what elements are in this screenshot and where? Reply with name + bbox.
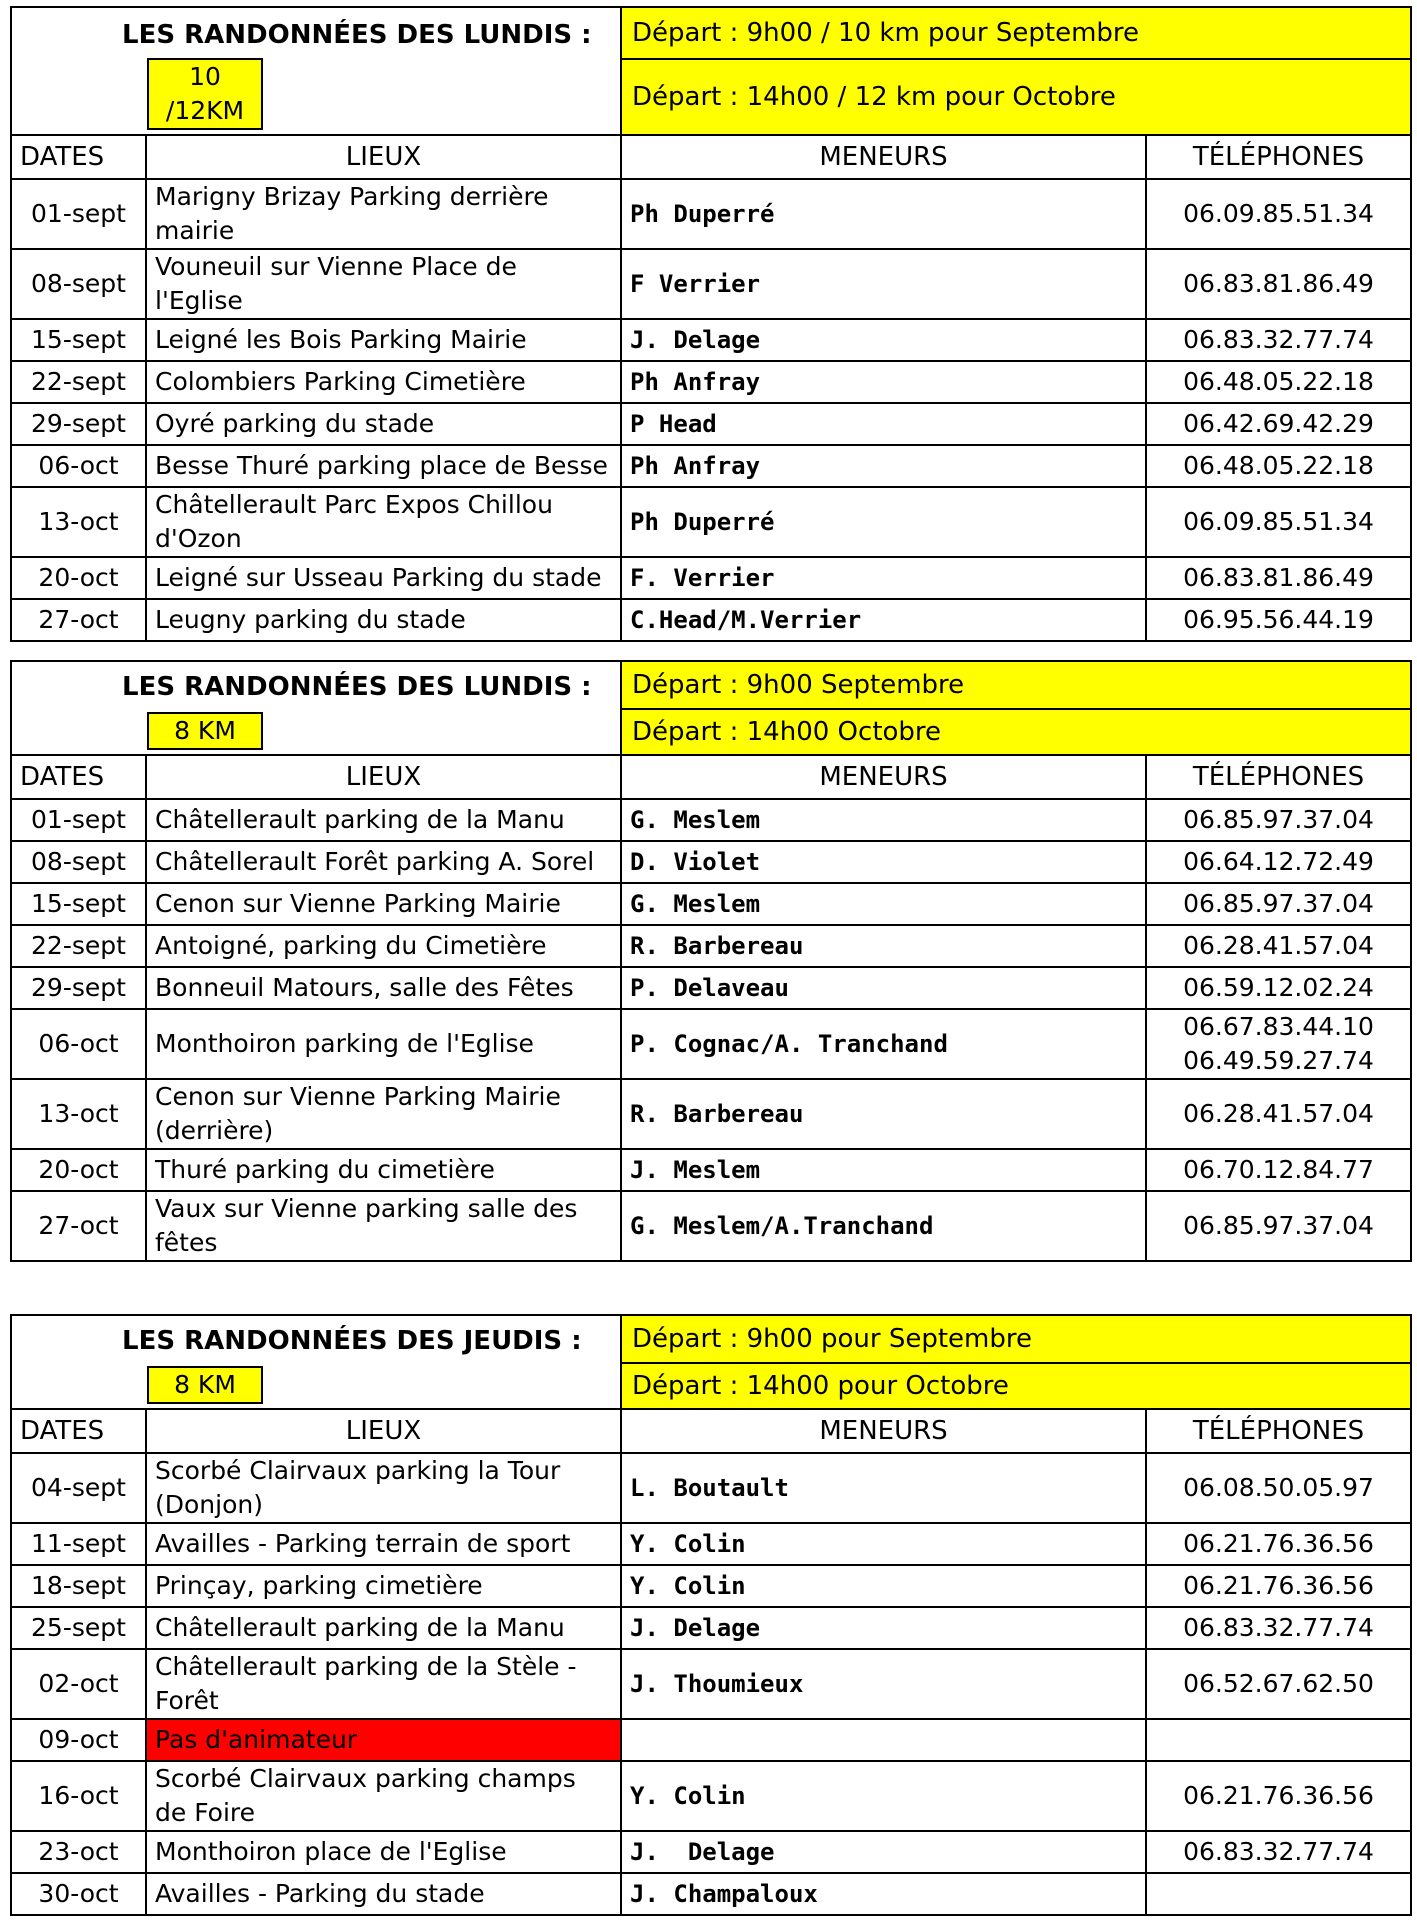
row-lieu: Marigny Brizay Parking derrière mairie xyxy=(146,179,621,249)
row-lieu: Oyré parking du stade xyxy=(146,403,621,445)
distance-badge: 8 KM xyxy=(147,712,263,750)
row-meneur: Ph Duperré xyxy=(621,487,1146,557)
row-meneur: Y. Colin xyxy=(621,1565,1146,1607)
row-date: 08-sept xyxy=(11,841,146,883)
depart-morning: Départ : 9h00 pour Septembre xyxy=(621,1315,1411,1363)
row-lieu: Monthoiron parking de l'Eglise xyxy=(146,1009,621,1079)
row-date: 06-oct xyxy=(11,445,146,487)
row-lieu: Châtellerault Forêt parking A. Sorel xyxy=(146,841,621,883)
row-telephone xyxy=(1146,1873,1411,1915)
col-header-telephones: TÉLÉPHONES xyxy=(1146,755,1411,799)
col-header-lieux: LIEUX xyxy=(146,755,621,799)
row-date: 20-oct xyxy=(11,557,146,599)
schedule-section-2 xyxy=(10,660,1410,1262)
table-row xyxy=(11,1831,1411,1873)
row-meneur xyxy=(621,1719,1146,1761)
section-title: LES RANDONNÉES DES JEUDIS : xyxy=(122,1326,582,1356)
row-meneur: J. Delage xyxy=(621,1831,1146,1873)
col-header-lieux: LIEUX xyxy=(146,1409,621,1453)
col-header-meneurs: MENEURS xyxy=(621,755,1146,799)
col-header-dates: DATES xyxy=(11,135,146,179)
row-meneur: Ph Anfray xyxy=(621,445,1146,487)
row-telephone xyxy=(1146,1009,1411,1079)
row-date: 13-oct xyxy=(11,1079,146,1149)
row-lieu: Antoigné, parking du Cimetière xyxy=(146,925,621,967)
row-telephone: 06.52.67.62.50 xyxy=(1146,1649,1411,1719)
col-header-lieux: LIEUX xyxy=(146,135,621,179)
depart-morning: Départ : 9h00 / 10 km pour Septembre xyxy=(621,7,1411,59)
row-date: 16-oct xyxy=(11,1761,146,1831)
row-date: 08-sept xyxy=(11,249,146,319)
depart-morning: Départ : 9h00 Septembre xyxy=(621,661,1411,709)
table-row xyxy=(11,925,1411,967)
row-telephone: 06.28.41.57.04 xyxy=(1146,1079,1411,1149)
row-telephone: 06.83.32.77.74 xyxy=(1146,1831,1411,1873)
row-lieu: Colombiers Parking Cimetière xyxy=(146,361,621,403)
row-meneur: J. Meslem xyxy=(621,1149,1146,1191)
table-row xyxy=(11,1607,1411,1649)
row-lieu: Leigné sur Usseau Parking du stade xyxy=(146,557,621,599)
table-row xyxy=(11,361,1411,403)
col-header-dates: DATES xyxy=(11,1409,146,1453)
row-telephone: 06.09.85.51.34 xyxy=(1146,487,1411,557)
row-lieu: Cenon sur Vienne Parking Mairie (derrière) xyxy=(146,1079,621,1149)
row-date: 20-oct xyxy=(11,1149,146,1191)
row-telephone-1: 06.67.83.44.10 xyxy=(1183,1012,1374,1041)
row-lieu-no-leader: Pas d'animateur xyxy=(146,1719,621,1761)
schedule-section-3 xyxy=(10,1314,1410,1916)
row-meneur: F. Verrier xyxy=(621,557,1146,599)
table-row xyxy=(11,403,1411,445)
depart-afternoon: Départ : 14h00 pour Octobre xyxy=(621,1363,1411,1409)
row-date: 15-sept xyxy=(11,319,146,361)
col-header-telephones: TÉLÉPHONES xyxy=(1146,135,1411,179)
row-telephone: 06.83.81.86.49 xyxy=(1146,557,1411,599)
row-date: 25-sept xyxy=(11,1607,146,1649)
row-date: 29-sept xyxy=(11,403,146,445)
row-lieu: Availles - Parking du stade xyxy=(146,1873,621,1915)
row-meneur: Ph Anfray xyxy=(621,361,1146,403)
distance-badge: 8 KM xyxy=(147,1366,263,1404)
row-date: 22-sept xyxy=(11,361,146,403)
section-title: LES RANDONNÉES DES LUNDIS : xyxy=(122,672,592,702)
row-date: 13-oct xyxy=(11,487,146,557)
row-telephone: 06.83.32.77.74 xyxy=(1146,319,1411,361)
row-lieu: Vaux sur Vienne parking salle des fêtes xyxy=(146,1191,621,1261)
table-row xyxy=(11,599,1411,641)
row-telephone: 06.85.97.37.04 xyxy=(1146,883,1411,925)
row-date: 27-oct xyxy=(11,599,146,641)
table-row xyxy=(11,487,1411,557)
row-telephone xyxy=(1146,1719,1411,1761)
row-telephone: 06.70.12.84.77 xyxy=(1146,1149,1411,1191)
table-row xyxy=(11,1191,1411,1261)
row-telephone: 06.21.76.36.56 xyxy=(1146,1565,1411,1607)
row-telephone: 06.95.56.44.19 xyxy=(1146,599,1411,641)
row-meneur: R. Barbereau xyxy=(621,925,1146,967)
row-date: 18-sept xyxy=(11,1565,146,1607)
row-lieu: Availles - Parking terrain de sport xyxy=(146,1523,621,1565)
row-telephone-2: 06.49.59.27.74 xyxy=(1183,1046,1374,1075)
table-row xyxy=(11,319,1411,361)
col-header-dates: DATES xyxy=(11,755,146,799)
section-title: LES RANDONNÉES DES LUNDIS : xyxy=(122,20,592,50)
row-meneur: J. Delage xyxy=(621,1607,1146,1649)
row-date: 02-oct xyxy=(11,1649,146,1719)
col-header-meneurs: MENEURS xyxy=(621,135,1146,179)
col-header-meneurs: MENEURS xyxy=(621,1409,1146,1453)
col-header-telephones: TÉLÉPHONES xyxy=(1146,1409,1411,1453)
row-lieu: Leugny parking du stade xyxy=(146,599,621,641)
table-row xyxy=(11,967,1411,1009)
depart-afternoon: Départ : 14h00 / 12 km pour Octobre xyxy=(621,59,1411,135)
row-lieu: Scorbé Clairvaux parking la Tour (Donjon) xyxy=(146,1453,621,1523)
table-row xyxy=(11,249,1411,319)
row-date: 27-oct xyxy=(11,1191,146,1261)
row-date: 29-sept xyxy=(11,967,146,1009)
row-lieu: Châtellerault parking de la Stèle - Forêt xyxy=(146,1649,621,1719)
table-row xyxy=(11,841,1411,883)
row-meneur: P. Delaveau xyxy=(621,967,1146,1009)
table-row xyxy=(11,1761,1411,1831)
row-lieu: Monthoiron place de l'Eglise xyxy=(146,1831,621,1873)
row-telephone: 06.21.76.36.56 xyxy=(1146,1761,1411,1831)
table-row xyxy=(11,883,1411,925)
row-meneur: D. Violet xyxy=(621,841,1146,883)
row-date: 09-oct xyxy=(11,1719,146,1761)
row-meneur: G. Meslem xyxy=(621,799,1146,841)
row-telephone: 06.48.05.22.18 xyxy=(1146,361,1411,403)
schedule-section-1 xyxy=(10,6,1410,642)
table-row xyxy=(11,1149,1411,1191)
row-telephone: 06.83.32.77.74 xyxy=(1146,1607,1411,1649)
table-row xyxy=(11,1009,1411,1079)
table-row xyxy=(11,445,1411,487)
row-date: 30-oct xyxy=(11,1873,146,1915)
row-meneur: F Verrier xyxy=(621,249,1146,319)
row-meneur: J. Delage xyxy=(621,319,1146,361)
row-lieu: Scorbé Clairvaux parking champs de Foire xyxy=(146,1761,621,1831)
row-date: 06-oct xyxy=(11,1009,146,1079)
table-row xyxy=(11,1873,1411,1915)
table-row xyxy=(11,1565,1411,1607)
row-meneur: P. Cognac/A. Tranchand xyxy=(621,1009,1146,1079)
table-row xyxy=(11,799,1411,841)
row-date: 23-oct xyxy=(11,1831,146,1873)
row-lieu: Prinçay, parking cimetière xyxy=(146,1565,621,1607)
row-meneur: J. Champaloux xyxy=(621,1873,1146,1915)
row-telephone: 06.21.76.36.56 xyxy=(1146,1523,1411,1565)
row-lieu: Châtellerault Parc Expos Chillou d'Ozon xyxy=(146,487,621,557)
row-meneur: L. Boutault xyxy=(621,1453,1146,1523)
row-telephone: 06.28.41.57.04 xyxy=(1146,925,1411,967)
row-telephone: 06.85.97.37.04 xyxy=(1146,1191,1411,1261)
row-meneur: C.Head/M.Verrier xyxy=(621,599,1146,641)
row-meneur: R. Barbereau xyxy=(621,1079,1146,1149)
row-lieu: Leigné les Bois Parking Mairie xyxy=(146,319,621,361)
row-lieu: Vouneuil sur Vienne Place de l'Eglise xyxy=(146,249,621,319)
row-lieu: Besse Thuré parking place de Besse xyxy=(146,445,621,487)
row-meneur: P Head xyxy=(621,403,1146,445)
row-telephone: 06.09.85.51.34 xyxy=(1146,179,1411,249)
row-meneur: J. Thoumieux xyxy=(621,1649,1146,1719)
row-lieu: Thuré parking du cimetière xyxy=(146,1149,621,1191)
table-row xyxy=(11,179,1411,249)
row-date: 01-sept xyxy=(11,799,146,841)
table-row xyxy=(11,1719,1411,1761)
distance-badge: 10 /12KM xyxy=(147,58,263,130)
row-meneur: Ph Duperré xyxy=(621,179,1146,249)
table-row xyxy=(11,1453,1411,1523)
row-telephone: 06.08.50.05.97 xyxy=(1146,1453,1411,1523)
row-date: 01-sept xyxy=(11,179,146,249)
row-meneur: Y. Colin xyxy=(621,1761,1146,1831)
row-telephone: 06.48.05.22.18 xyxy=(1146,445,1411,487)
table-row xyxy=(11,1079,1411,1149)
depart-afternoon: Départ : 14h00 Octobre xyxy=(621,709,1411,755)
row-telephone: 06.42.69.42.29 xyxy=(1146,403,1411,445)
row-meneur: G. Meslem xyxy=(621,883,1146,925)
row-telephone: 06.83.81.86.49 xyxy=(1146,249,1411,319)
row-telephone: 06.64.12.72.49 xyxy=(1146,841,1411,883)
row-lieu: Cenon sur Vienne Parking Mairie xyxy=(146,883,621,925)
row-date: 15-sept xyxy=(11,883,146,925)
row-lieu: Châtellerault parking de la Manu xyxy=(146,799,621,841)
row-date: 04-sept xyxy=(11,1453,146,1523)
table-row xyxy=(11,1523,1411,1565)
row-date: 11-sept xyxy=(11,1523,146,1565)
row-telephone: 06.59.12.02.24 xyxy=(1146,967,1411,1009)
table-row xyxy=(11,1649,1411,1719)
row-lieu: Bonneuil Matours, salle des Fêtes xyxy=(146,967,621,1009)
table-row xyxy=(11,557,1411,599)
row-lieu: Châtellerault parking de la Manu xyxy=(146,1607,621,1649)
row-telephone: 06.85.97.37.04 xyxy=(1146,799,1411,841)
row-meneur: Y. Colin xyxy=(621,1523,1146,1565)
row-meneur: G. Meslem/A.Tranchand xyxy=(621,1191,1146,1261)
row-date: 22-sept xyxy=(11,925,146,967)
